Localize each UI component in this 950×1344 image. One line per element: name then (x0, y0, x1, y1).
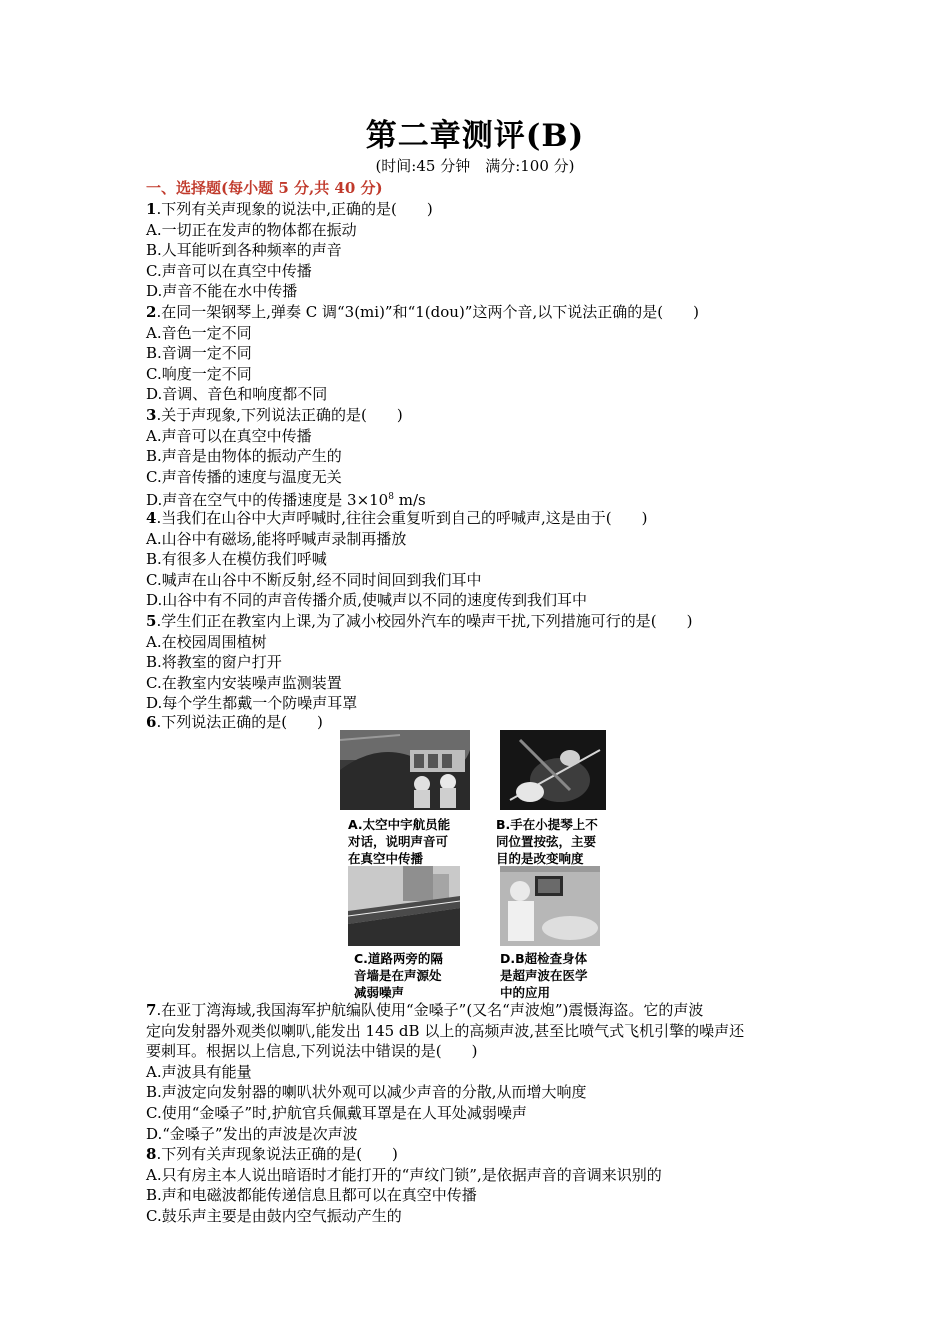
caption-c: C.道路两旁的隔 音墙是在声源处 减弱噪声 (354, 951, 443, 1000)
option: B.声波定向发射器的喇叭状外观可以减少声音的分散,从而增大响度 (146, 1083, 587, 1102)
option: D.“金嗓子”发出的声波是次声波 (146, 1124, 358, 1143)
option: B.有很多人在模仿我们呼喊 (146, 550, 327, 569)
option: A.只有房主本人说出暗语时才能打开的“声纹门锁”,是依据声音的音调来识别的 (146, 1165, 662, 1184)
option: A.在校园周围植树 (146, 632, 267, 651)
option: B.将教室的窗户打开 (146, 653, 282, 672)
astronaut-photo (340, 730, 470, 810)
question-7-line-3: 要刺耳。根据以上信息,下列说法中错误的是( ) (146, 1042, 478, 1061)
option: B.声和电磁波都能传递信息且都可以在真空中传播 (146, 1186, 477, 1205)
caption-a: A.太空中宇航员能 对话，说明声音可 在真空中传播 (348, 817, 451, 866)
option: D.音调、音色和响度都不同 (146, 385, 328, 404)
question-6-figure (340, 730, 610, 1000)
caption-d: D.B超检查身体 是超声波在医学 中的应用 (500, 951, 588, 1000)
option: C.响度一定不同 (146, 364, 252, 383)
question-8: 8.下列有关声现象说法正确的是( ) (146, 1145, 398, 1164)
option: D.山谷中有不同的声音传播介质,使喊声以不同的速度传到我们耳中 (146, 591, 588, 610)
violin-photo (500, 730, 606, 810)
option: C.使用“金嗓子”时,护航官兵佩戴耳罩是在人耳处减弱噪声 (146, 1104, 527, 1122)
sound-barrier-photo (348, 866, 460, 946)
option: A.声波具有能量 (146, 1062, 252, 1081)
exam-time-score: (时间:45 分钟 满分:100 分) (375, 157, 575, 175)
question-5: 5.学生们正在教室内上课,为了减小校园外汽车的噪声干扰,下列措施可行的是( ) (146, 612, 693, 630)
option: A.声音可以在真空中传播 (146, 426, 312, 445)
caption-b: B.手在小提琴上不 同位置按弦，主要 目的是改变响度 (496, 817, 598, 866)
question-2: 2.在同一架钢琴上,弹奏 C 调“3(mi)”和“1(dou)”这两个音,以下说法正确的是( ) (146, 303, 699, 321)
page-title: 第二章测评(B) (365, 118, 585, 154)
option: B.声音是由物体的振动产生的 (146, 447, 342, 466)
option: C.声音传播的速度与温度无关 (146, 467, 342, 486)
exponent: 8 (388, 492, 394, 503)
option: A.一切正在发声的物体都在振动 (146, 220, 357, 239)
option: B.音调一定不同 (146, 344, 252, 363)
question-3: 3.关于声现象,下列说法正确的是( ) (146, 406, 403, 424)
option: B.人耳能听到各种频率的声音 (146, 241, 342, 260)
question-4: 4.当我们在山谷中大声呼喊时,往往会重复听到自己的呼喊声,这是由于( ) (146, 509, 648, 527)
option: A.音色一定不同 (146, 323, 252, 342)
option: D.声音不能在水中传播 (146, 282, 298, 301)
option: A.山谷中有磁场,能将呼喊声录制再播放 (146, 529, 407, 548)
ultrasound-photo (500, 866, 600, 946)
option: D.声音在空气中的传播速度是 $3\times 10^8$ m/s (146, 491, 426, 510)
option: C.喊声在山谷中不断反射,经不同时间回到我们耳中 (146, 570, 482, 589)
option: C.声音可以在真空中传播 (146, 261, 312, 280)
question-7-line-2: 定向发射器外观类似喇叭,能发出 145 dB 以上的高频声波,甚至比喷气式飞机引擎的噪声还 (146, 1021, 745, 1040)
option: D.每个学生都戴一个防噪声耳罩 (146, 694, 358, 713)
question-1: 1.下列有关声现象的说法中,正确的是( ) (146, 200, 433, 218)
option: C.在教室内安装噪声监测装置 (146, 673, 342, 692)
section-heading: 一、选择题(每小题 5 分,共 40 分) (146, 179, 383, 197)
option: C.鼓乐声主要是由鼓内空气振动产生的 (146, 1207, 402, 1225)
question-7: 7.在亚丁湾海域,我国海军护航编队使用“金嗓子”(又名“声波炮”)震慑海盗。它的声波 (146, 1001, 704, 1019)
question-6: 6.下列说法正确的是( ) (146, 713, 323, 731)
